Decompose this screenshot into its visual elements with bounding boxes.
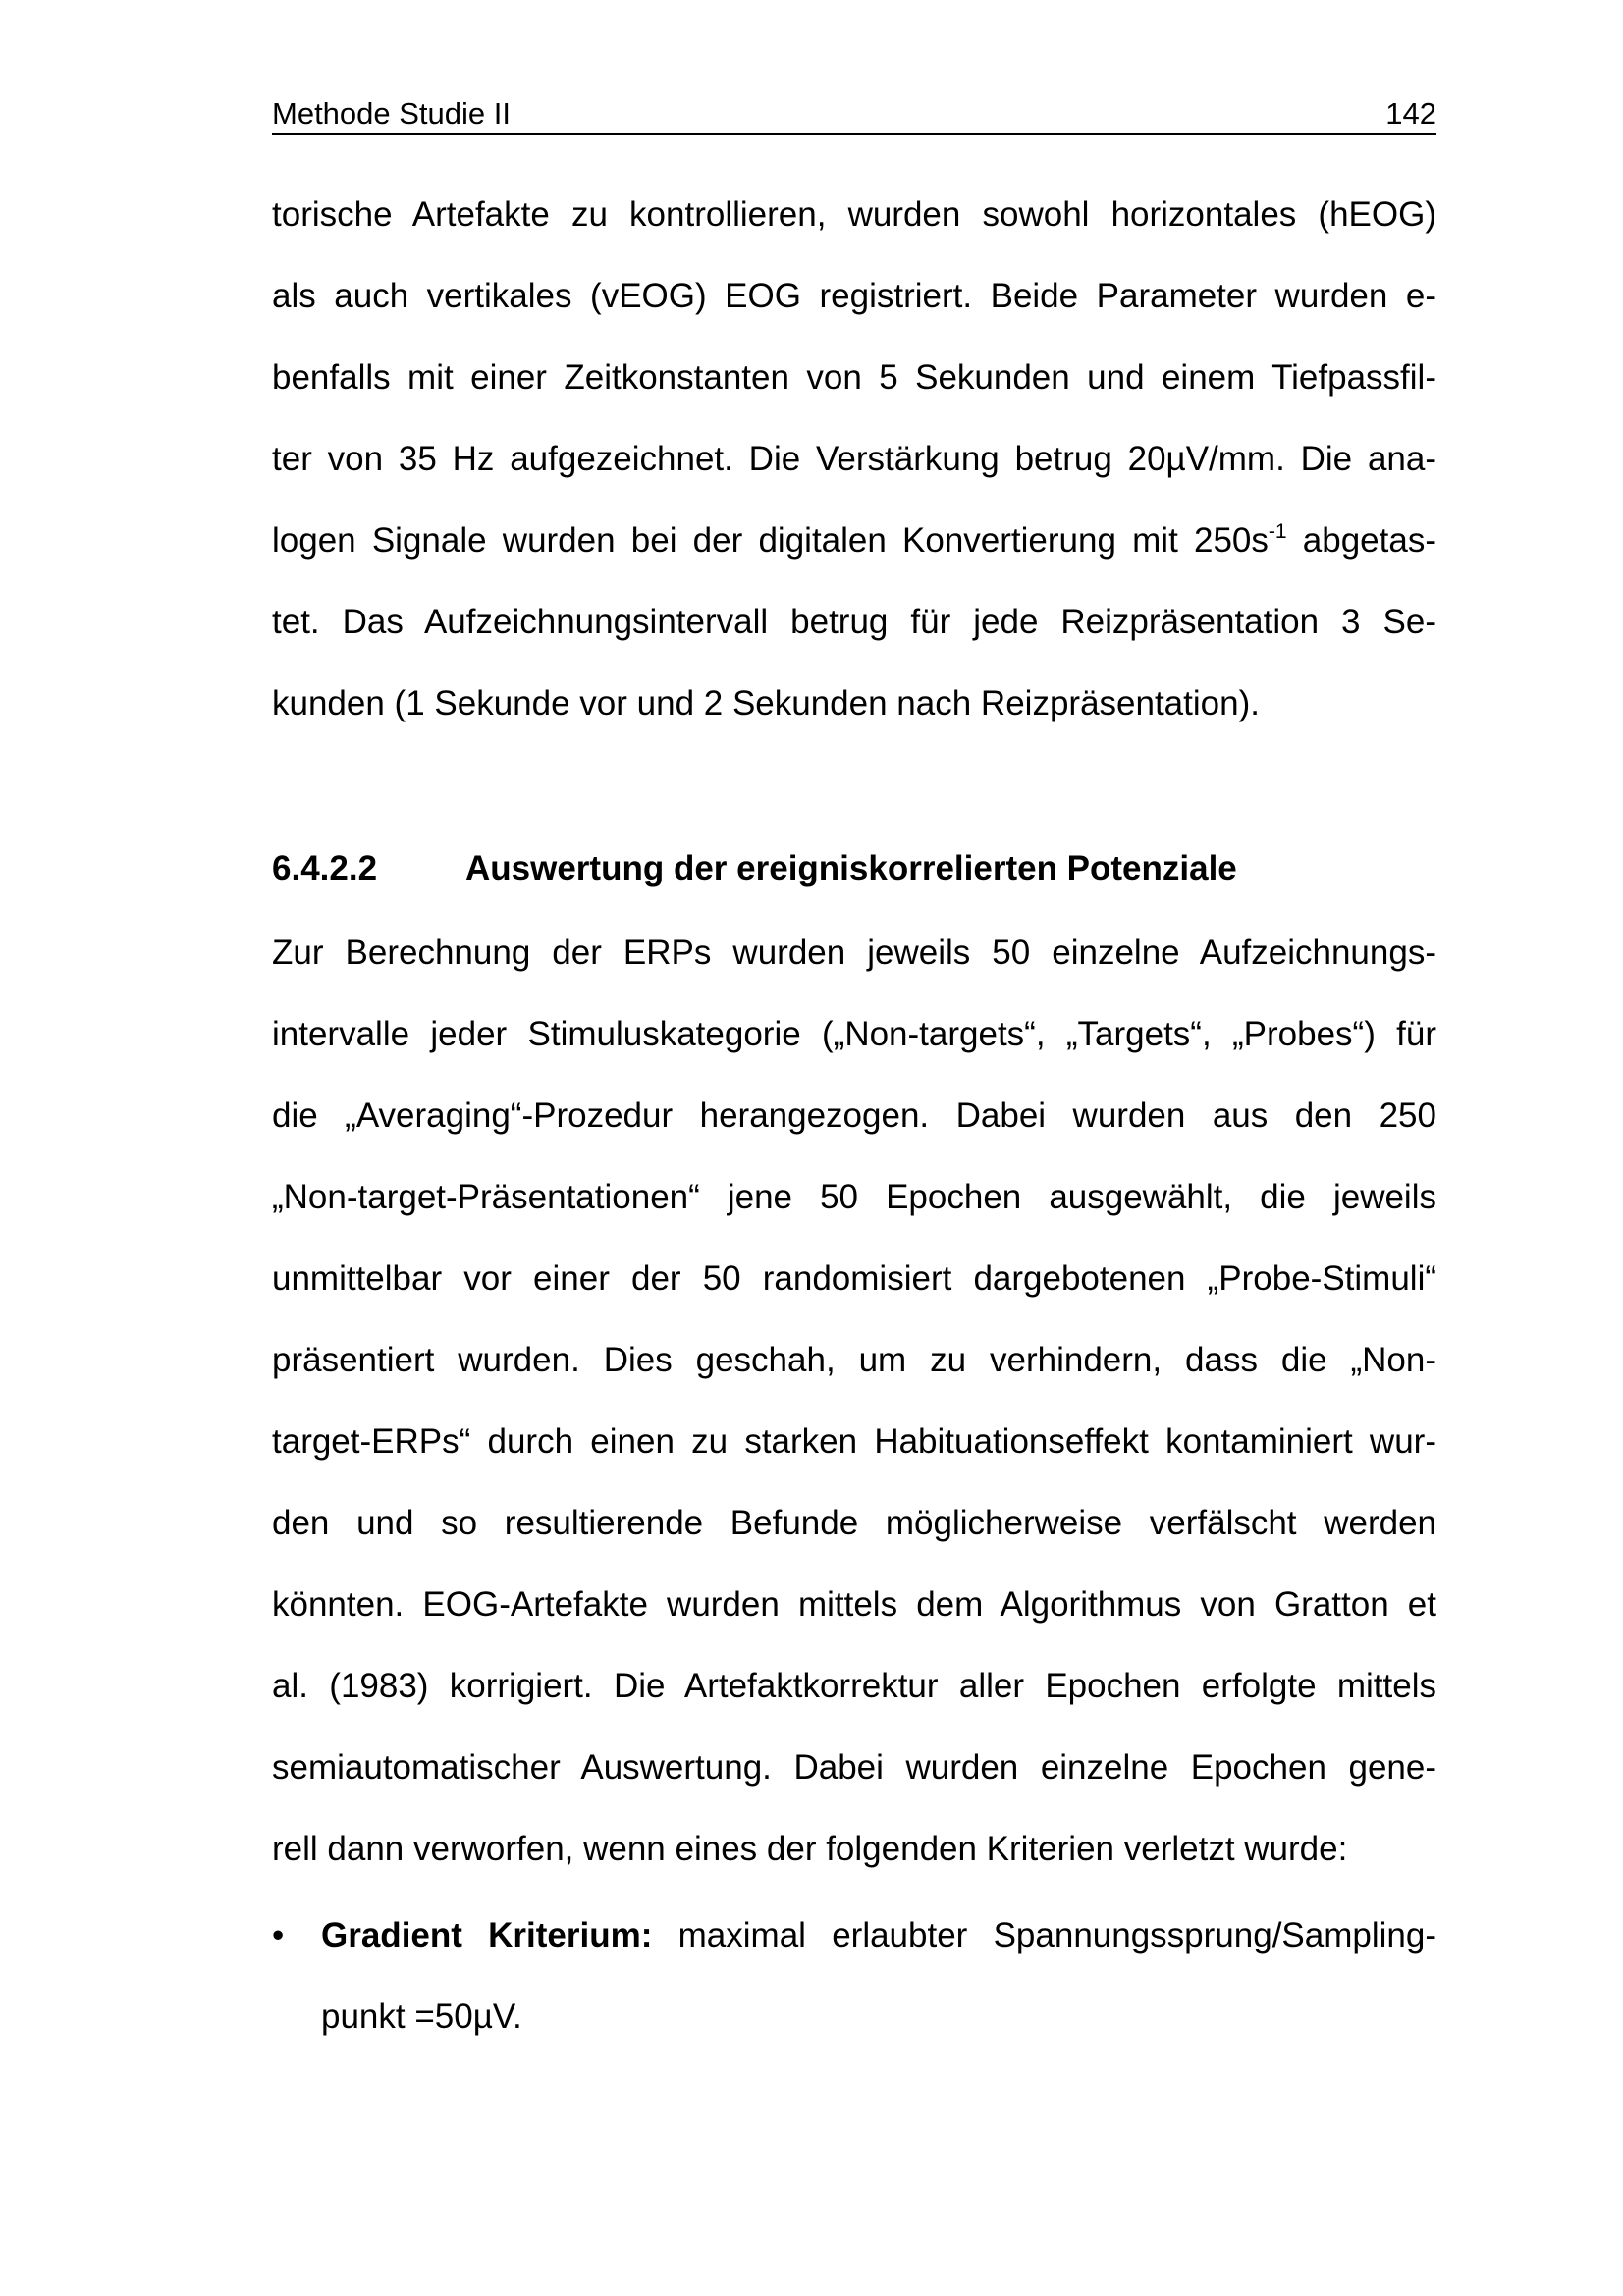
paragraph-line: „Non-target-Präsentationen“ jene 50 Epochen ausgewählt, die jeweils — [272, 1178, 1436, 1216]
paragraph-line: tet. Das Aufzeichnungsintervall betrug für jede Reizpräsentation 3 Se- — [272, 603, 1436, 641]
line-text: logen Signale wurden bei der digitalen Konvertierung mit 250s — [272, 521, 1269, 560]
paragraph-line: als auch vertikales (vEOG) EOG registriert. Beide Parameter wurden e- — [272, 277, 1436, 315]
bullet-term: Gradient Kriterium: — [321, 1916, 653, 1954]
paragraph-line: benfalls mit einer Zeitkonstanten von 5 Sekunden und einem Tiefpassfil- — [272, 358, 1436, 397]
paragraph-line: unmittelbar vor einer der 50 randomisiert dargebotenen „Probe-Stimuli“ — [272, 1259, 1436, 1298]
bullet-line-rest: maximal erlaubter Spannungssprung/Sampling- — [652, 1916, 1436, 1954]
superscript: -1 — [1268, 520, 1287, 543]
paragraph-line: semiautomatischer Auswertung. Dabei wurden einzelne Epochen gene- — [272, 1748, 1436, 1787]
paragraph-line: intervalle jeder Stimuluskategorie („Non-targets“, „Targets“, „Probes“) für — [272, 1015, 1436, 1053]
line-text-tail: abgetas- — [1286, 521, 1436, 560]
paragraph-line: könnten. EOG-Artefakte wurden mittels dem Algorithmus von Gratton et — [272, 1585, 1436, 1624]
bullet-item — [321, 1895, 1436, 2057]
paragraph-2 — [272, 912, 1436, 1890]
page-header — [272, 94, 1436, 135]
bullet-icon: • — [272, 1916, 285, 1954]
page-number: 142 — [1385, 96, 1436, 131]
header-title: Methode Studie II — [272, 96, 511, 131]
paragraph-line: präsentiert wurden. Dies geschah, um zu verhindern, dass die „Non- — [272, 1341, 1436, 1379]
section-number: 6.4.2.2 — [272, 849, 378, 887]
paragraph-line: target-ERPs“ durch einen zu starken Habituationseffekt kontaminiert wur- — [272, 1422, 1436, 1461]
paragraph-line: ter von 35 Hz aufgezeichnet. Die Verstärkung betrug 20µV/mm. Die ana- — [272, 440, 1436, 478]
paragraph-line-with-superscript — [272, 500, 1436, 581]
paragraph-line: rell dann verworfen, wenn eines der folgenden Kriterien verletzt wurde: — [272, 1830, 1348, 1868]
paragraph-line: Zur Berechnung der ERPs wurden jeweils 50 einzelne Aufzeichnungs- — [272, 934, 1436, 972]
bullet-line — [321, 1895, 1436, 1976]
bullet-line: punkt =50µV. — [321, 1998, 522, 2036]
section-title: Auswertung der ereigniskorrelierten Potenziale — [465, 849, 1237, 887]
paragraph-line: al. (1983) korrigiert. Die Artefaktkorrektur aller Epochen erfolgte mittels — [272, 1667, 1436, 1705]
paragraph-line: die „Averaging“-Prozedur herangezogen. Dabei wurden aus den 250 — [272, 1096, 1436, 1135]
paragraph-1 — [272, 174, 1436, 744]
paragraph-line: torische Artefakte zu kontrollieren, wurden sowohl horizontales (hEOG) — [272, 195, 1436, 234]
paragraph-line: den und so resultierende Befunde möglicherweise verfälscht werden — [272, 1504, 1436, 1542]
paragraph-line: kunden (1 Sekunde vor und 2 Sekunden nach Reizpräsentation). — [272, 684, 1260, 722]
